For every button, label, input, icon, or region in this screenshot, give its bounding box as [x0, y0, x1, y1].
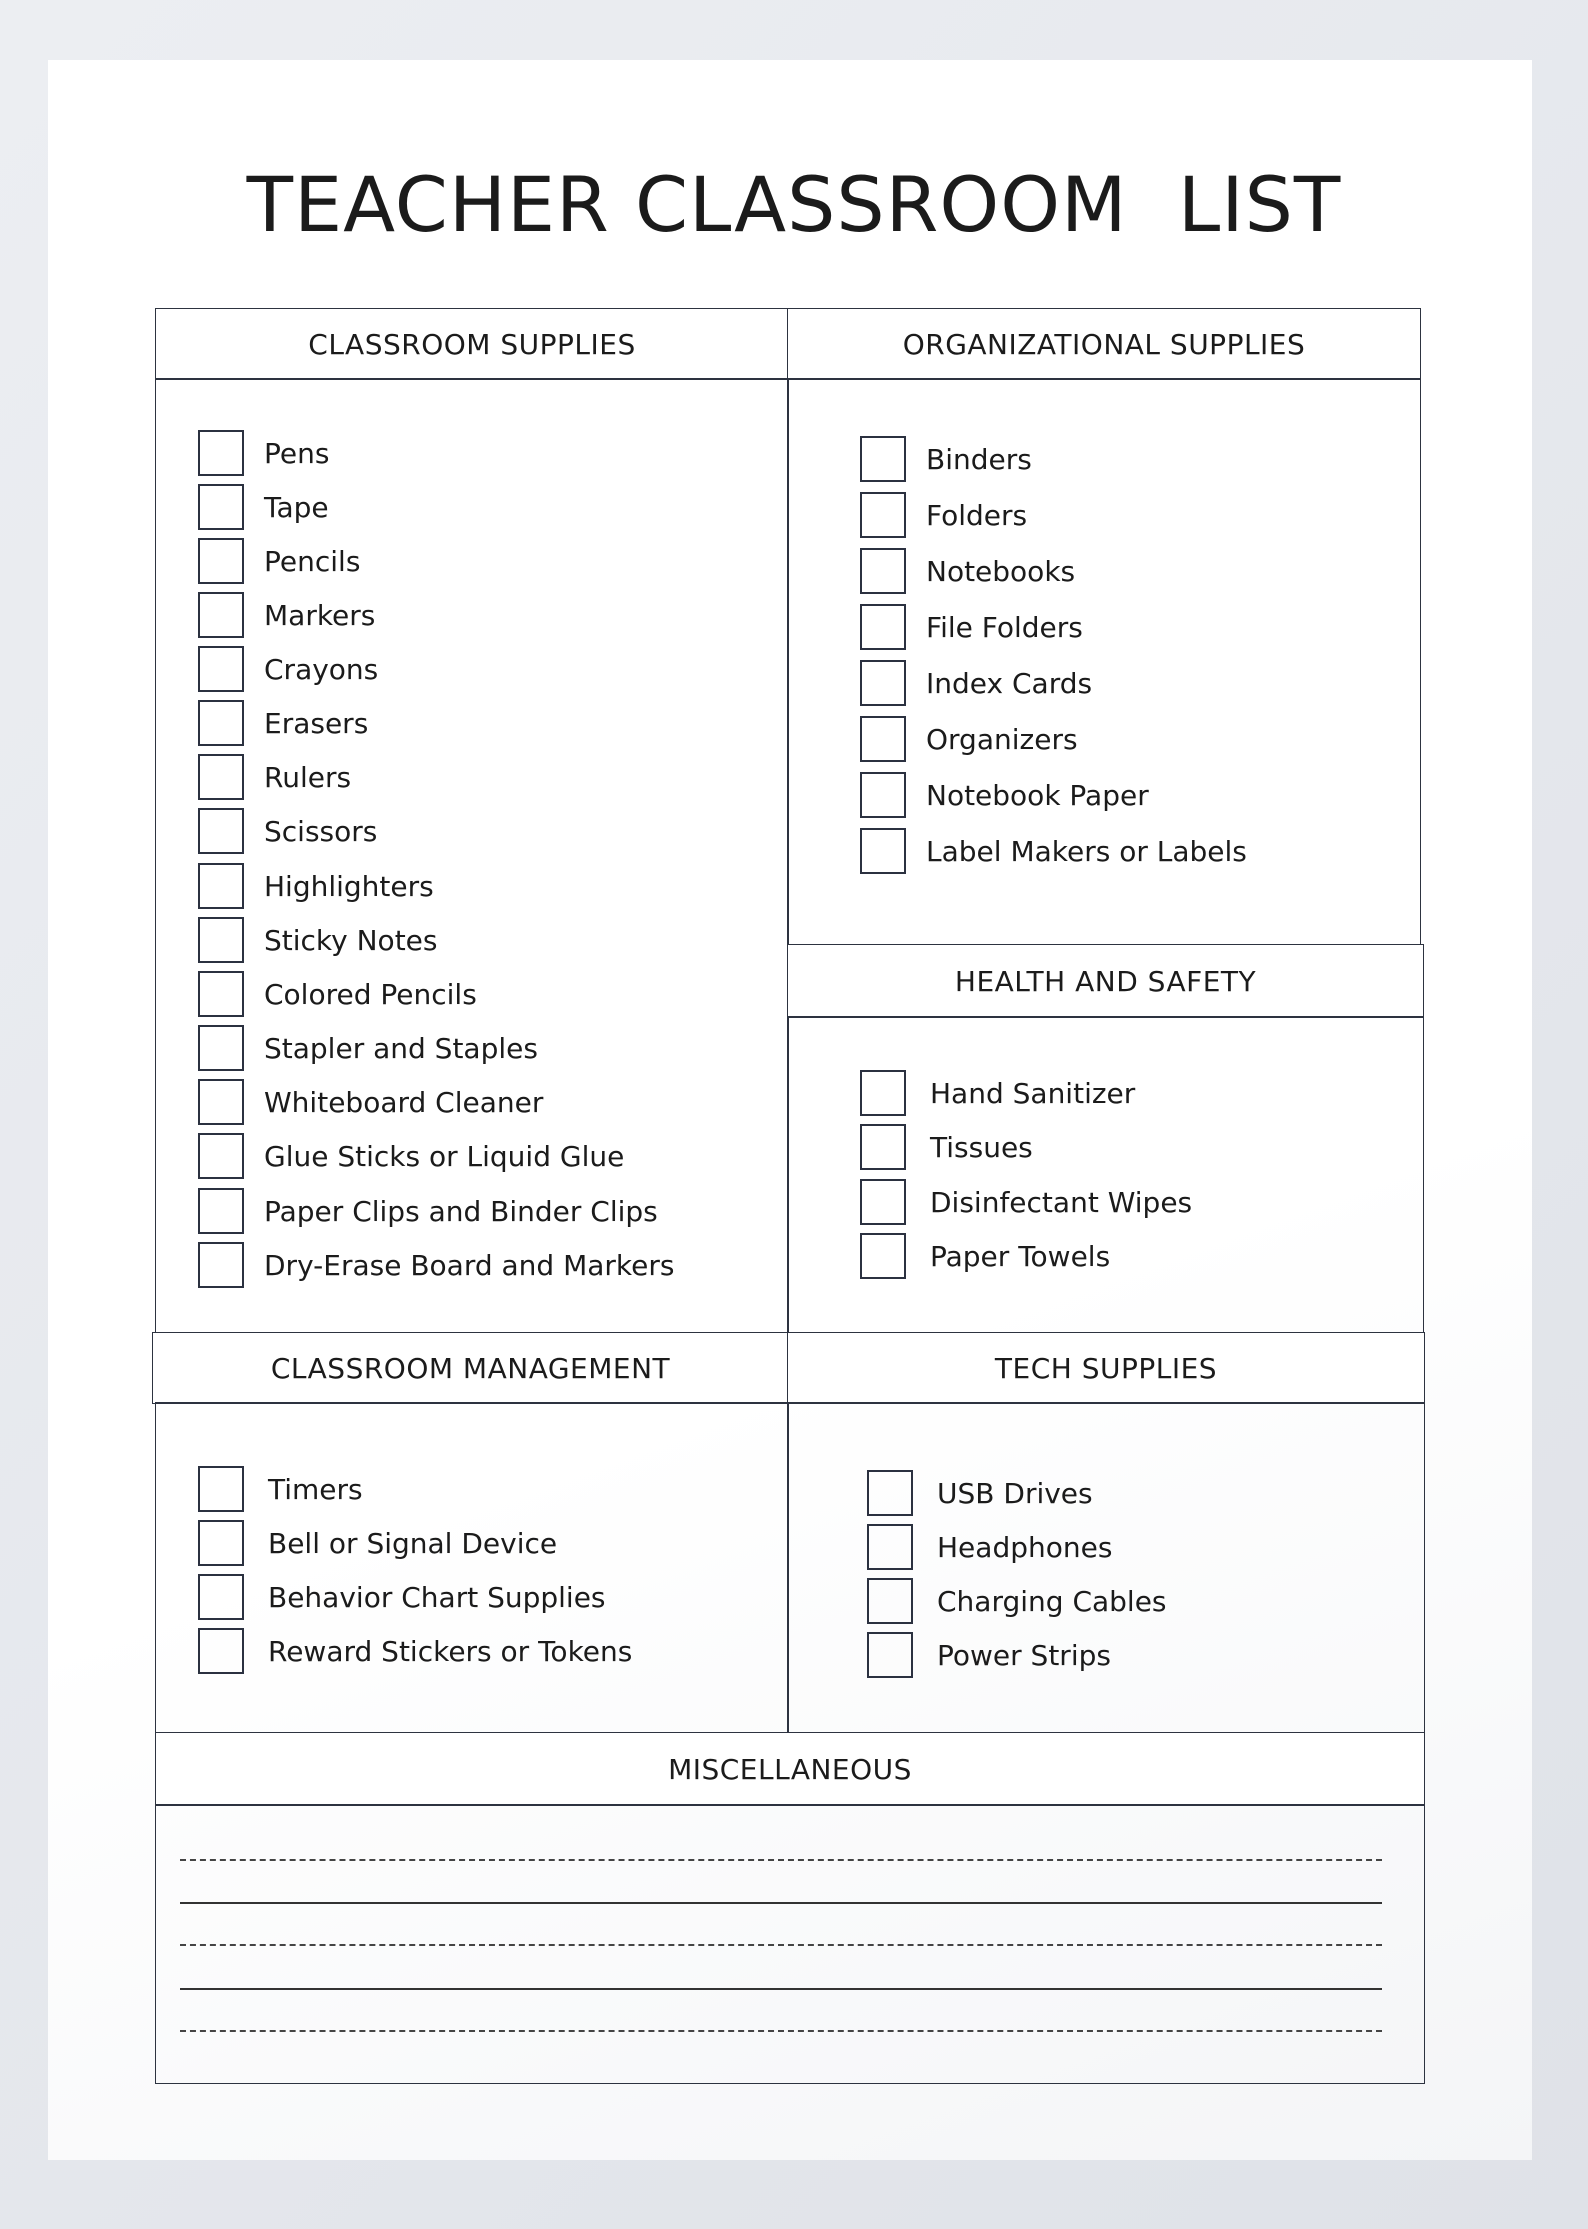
checkbox[interactable]: [198, 1520, 244, 1566]
checkbox[interactable]: [198, 430, 244, 476]
organizational-supplies-header: [787, 308, 1421, 380]
classroom-supplies-header: [155, 308, 789, 380]
checkbox[interactable]: [860, 1233, 906, 1279]
checkbox[interactable]: [867, 1578, 913, 1624]
page-title: TEACHER CLASSROOM LIST: [246, 160, 1342, 249]
miscellaneous-header: [155, 1732, 1425, 1806]
notes-line[interactable]: [180, 1988, 1382, 1990]
classroom-management-body: [155, 1402, 789, 1734]
item-label: Bell or Signal Device: [268, 1526, 558, 1560]
notes-line[interactable]: [180, 1944, 1382, 1946]
checklist-item-file-folders[interactable]: [860, 602, 1083, 652]
checklist-item-headphones[interactable]: [867, 1522, 1112, 1572]
item-label: Tape: [264, 490, 329, 524]
checkbox[interactable]: [198, 592, 244, 638]
checkbox[interactable]: [860, 1070, 906, 1116]
item-label: USB Drives: [937, 1476, 1093, 1510]
checkbox[interactable]: [198, 808, 244, 854]
checkbox[interactable]: [198, 646, 244, 692]
checklist-item-reward-stickers[interactable]: [198, 1626, 632, 1676]
checkbox[interactable]: [867, 1524, 913, 1570]
checklist-item-pencils[interactable]: [198, 536, 360, 586]
checkbox[interactable]: [198, 971, 244, 1017]
checkbox[interactable]: [198, 1628, 244, 1674]
item-label: Disinfectant Wipes: [930, 1185, 1193, 1219]
checkbox[interactable]: [860, 436, 906, 482]
checklist-item-usb-drives[interactable]: [867, 1468, 1093, 1518]
checklist-item-crayons[interactable]: [198, 644, 378, 694]
checkbox[interactable]: [198, 1466, 244, 1512]
checkbox[interactable]: [198, 1574, 244, 1620]
checklist-item-stapler-and-staples[interactable]: [198, 1023, 538, 1073]
item-label: Pencils: [264, 544, 361, 578]
checklist-item-scissors[interactable]: [198, 806, 377, 856]
checklist-item-notebook-paper[interactable]: [860, 770, 1149, 820]
checkbox[interactable]: [198, 863, 244, 909]
checklist-item-disinfectant-wipes[interactable]: [860, 1177, 1192, 1227]
health-and-safety-header: [787, 944, 1424, 1018]
item-label: Markers: [264, 598, 376, 632]
checklist-item-paper-clips[interactable]: [198, 1186, 658, 1236]
checklist-item-label-makers[interactable]: [860, 826, 1247, 876]
checkbox[interactable]: [860, 604, 906, 650]
checklist-item-colored-pencils[interactable]: [198, 969, 477, 1019]
item-label: Crayons: [264, 652, 379, 686]
miscellaneous-title: MISCELLANEOUS: [668, 1752, 912, 1786]
checkbox[interactable]: [860, 548, 906, 594]
classroom-management-header: [152, 1332, 789, 1404]
checklist-item-pens[interactable]: [198, 428, 329, 478]
item-label: Folders: [926, 498, 1028, 532]
item-label: Tissues: [930, 1130, 1033, 1164]
checkbox[interactable]: [860, 660, 906, 706]
item-label: Label Makers or Labels: [926, 834, 1247, 868]
item-label: Index Cards: [926, 666, 1093, 700]
item-label: Dry-Erase Board and Markers: [264, 1248, 675, 1282]
checkbox[interactable]: [198, 917, 244, 963]
classroom-management-title: CLASSROOM MANAGEMENT: [270, 1351, 671, 1385]
item-label: Scissors: [264, 814, 378, 848]
checkbox[interactable]: [198, 1242, 244, 1288]
checklist-item-whiteboard-cleaner[interactable]: [198, 1077, 543, 1127]
item-label: Colored Pencils: [264, 977, 477, 1011]
checklist-item-dry-erase-board[interactable]: [198, 1240, 674, 1290]
item-label: Timers: [268, 1472, 363, 1506]
item-label: Paper Towels: [930, 1239, 1111, 1273]
item-label: Rulers: [264, 760, 352, 794]
checkbox[interactable]: [198, 1133, 244, 1179]
item-label: Power Strips: [937, 1638, 1111, 1672]
organizational-supplies-title: ORGANIZATIONAL SUPPLIES: [902, 327, 1306, 361]
checklist-item-index-cards[interactable]: [860, 658, 1092, 708]
checkbox[interactable]: [860, 828, 906, 874]
checkbox[interactable]: [198, 1188, 244, 1234]
checkbox[interactable]: [198, 754, 244, 800]
checkbox[interactable]: [860, 492, 906, 538]
checklist-item-rulers[interactable]: [198, 752, 351, 802]
checkbox[interactable]: [860, 772, 906, 818]
item-label: Pens: [264, 436, 330, 470]
checklist-item-notebooks[interactable]: [860, 546, 1075, 596]
item-label: Notebooks: [926, 554, 1076, 588]
checklist-item-paper-towels[interactable]: [860, 1231, 1110, 1281]
checklist-item-hand-sanitizer[interactable]: [860, 1068, 1135, 1118]
item-label: Erasers: [264, 706, 369, 740]
checklist-item-tissues[interactable]: [860, 1122, 1033, 1172]
checklist-item-organizers[interactable]: [860, 714, 1078, 764]
checklist-item-bell[interactable]: [198, 1518, 557, 1568]
checklist-item-erasers[interactable]: [198, 698, 368, 748]
classroom-supplies-title: CLASSROOM SUPPLIES: [308, 327, 636, 361]
health-and-safety-body: [787, 1016, 1424, 1334]
item-label: Stapler and Staples: [264, 1031, 538, 1065]
checklist-item-folders[interactable]: [860, 490, 1027, 540]
checkbox[interactable]: [198, 1079, 244, 1125]
tech-supplies-title: TECH SUPPLIES: [994, 1351, 1218, 1385]
item-label: Charging Cables: [937, 1584, 1167, 1618]
item-label: Whiteboard Cleaner: [264, 1085, 544, 1119]
checklist-item-binders[interactable]: [860, 434, 1032, 484]
health-and-safety-title: HEALTH AND SAFETY: [954, 964, 1257, 998]
item-label: Glue Sticks or Liquid Glue: [264, 1139, 625, 1173]
checklist-item-markers[interactable]: [198, 590, 375, 640]
checkbox[interactable]: [860, 1124, 906, 1170]
item-label: Sticky Notes: [264, 923, 438, 957]
notes-line[interactable]: [180, 1902, 1382, 1904]
checkbox[interactable]: [198, 484, 244, 530]
checkbox[interactable]: [860, 1179, 906, 1225]
tech-supplies-header: [787, 1332, 1425, 1404]
item-label: Organizers: [926, 722, 1078, 756]
checkbox[interactable]: [867, 1632, 913, 1678]
item-label: Notebook Paper: [926, 778, 1149, 812]
checklist-item-charging-cables[interactable]: [867, 1576, 1167, 1626]
checklist-item-behavior-chart[interactable]: [198, 1572, 606, 1622]
checkbox[interactable]: [198, 700, 244, 746]
item-label: Behavior Chart Supplies: [268, 1580, 606, 1614]
item-label: Binders: [926, 442, 1032, 476]
checklist-item-timers[interactable]: [198, 1464, 363, 1514]
item-label: Reward Stickers or Tokens: [268, 1634, 633, 1668]
checkbox[interactable]: [198, 1025, 244, 1071]
checklist-item-tape[interactable]: [198, 482, 329, 532]
item-label: Paper Clips and Binder Clips: [264, 1194, 658, 1228]
checklist-item-glue-sticks[interactable]: [198, 1131, 624, 1181]
checkbox[interactable]: [860, 716, 906, 762]
notes-line[interactable]: [180, 2030, 1382, 2032]
item-label: Highlighters: [264, 869, 434, 903]
checklist-item-power-strips[interactable]: [867, 1630, 1111, 1680]
item-label: File Folders: [926, 610, 1083, 644]
notes-line[interactable]: [180, 1859, 1382, 1861]
checkbox[interactable]: [198, 538, 244, 584]
item-label: Headphones: [937, 1530, 1113, 1564]
checklist-item-sticky-notes[interactable]: [198, 915, 437, 965]
item-label: Hand Sanitizer: [930, 1076, 1136, 1110]
checkbox[interactable]: [867, 1470, 913, 1516]
checklist-item-highlighters[interactable]: [198, 861, 434, 911]
